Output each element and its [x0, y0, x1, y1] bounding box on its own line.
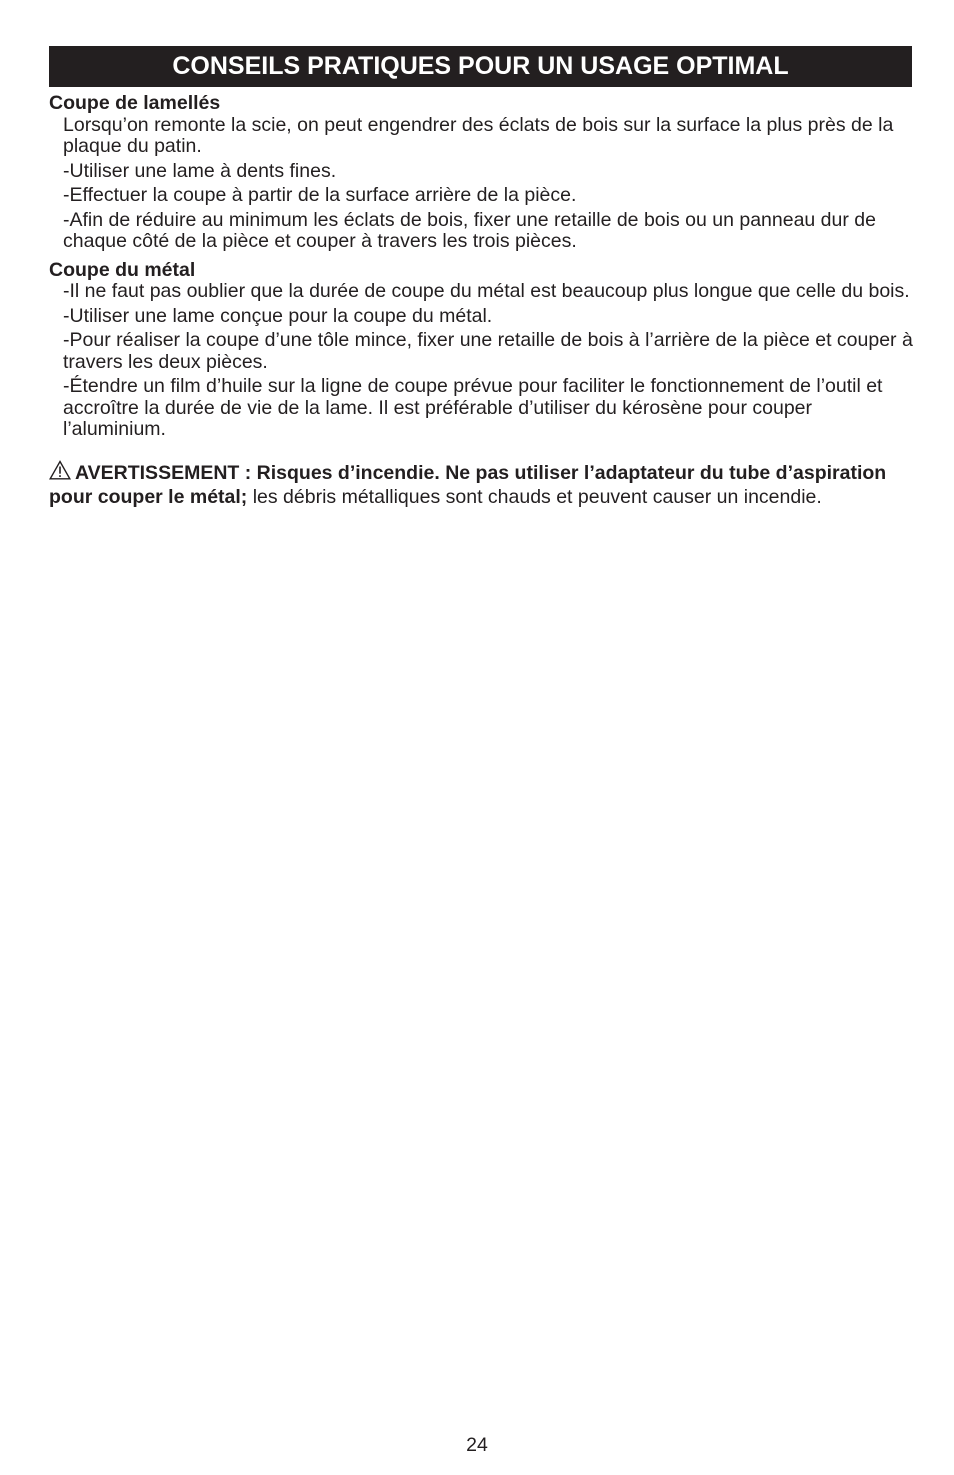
list-item: -Étendre un film d’huile sur la ligne de coupe prévue pour faciliter le fonctionnement de l’outil et accroître la durée de vie de la lame. Il est préférable d’utiliser du kérosène pour couper l’aluminium.	[63, 375, 883, 440]
list-item: -Utiliser une lame à dents fines.	[63, 159, 337, 182]
section-title: Coupe du métal	[49, 258, 196, 281]
list-item: -Pour réaliser la coupe d’une tôle mince, fixer une retaille de bois à l’arrière de la pièce et couper à travers les deux pièces.	[63, 329, 913, 373]
section-title: Coupe de lamellés	[49, 92, 221, 114]
section-header: CONSEILS PRATIQUES POUR UN USAGE OPTIMAL	[49, 46, 912, 87]
page-content	[49, 93, 914, 509]
page-number: 24	[466, 1434, 488, 1456]
warning-text: les débris métalliques sont chauds et peuvent causer un incendie.	[247, 485, 822, 508]
list-item: -Afin de réduire au minimum les éclats de bois, fixer une retaille de bois ou un panneau dur de chaque côté de la pièce et couper à travers les trois pièces.	[63, 208, 876, 252]
list-item: Lorsqu’on remonte la scie, on peut engendrer des éclats de bois sur la surface la plus près de la plaque du patin.	[63, 113, 894, 157]
warning-triangle-icon	[49, 460, 71, 480]
list-item: -Utiliser une lame conçue pour la coupe du métal.	[63, 304, 493, 327]
section-laminate-cutting	[49, 93, 914, 253]
list-item: -Effectuer la coupe à partir de la surface arrière de la pièce.	[63, 184, 577, 206]
section-metal-cutting	[49, 260, 914, 441]
warning-block	[49, 460, 914, 509]
warning-bold-text: AVERTISSEMENT : Risques d’incendie. Ne pas utiliser l’adaptateur du tube d’aspiration pour couper le métal;	[49, 461, 887, 508]
list-item: -Il ne faut pas oublier que la durée de coupe du métal est beaucoup plus longue que celle du bois.	[63, 280, 910, 302]
